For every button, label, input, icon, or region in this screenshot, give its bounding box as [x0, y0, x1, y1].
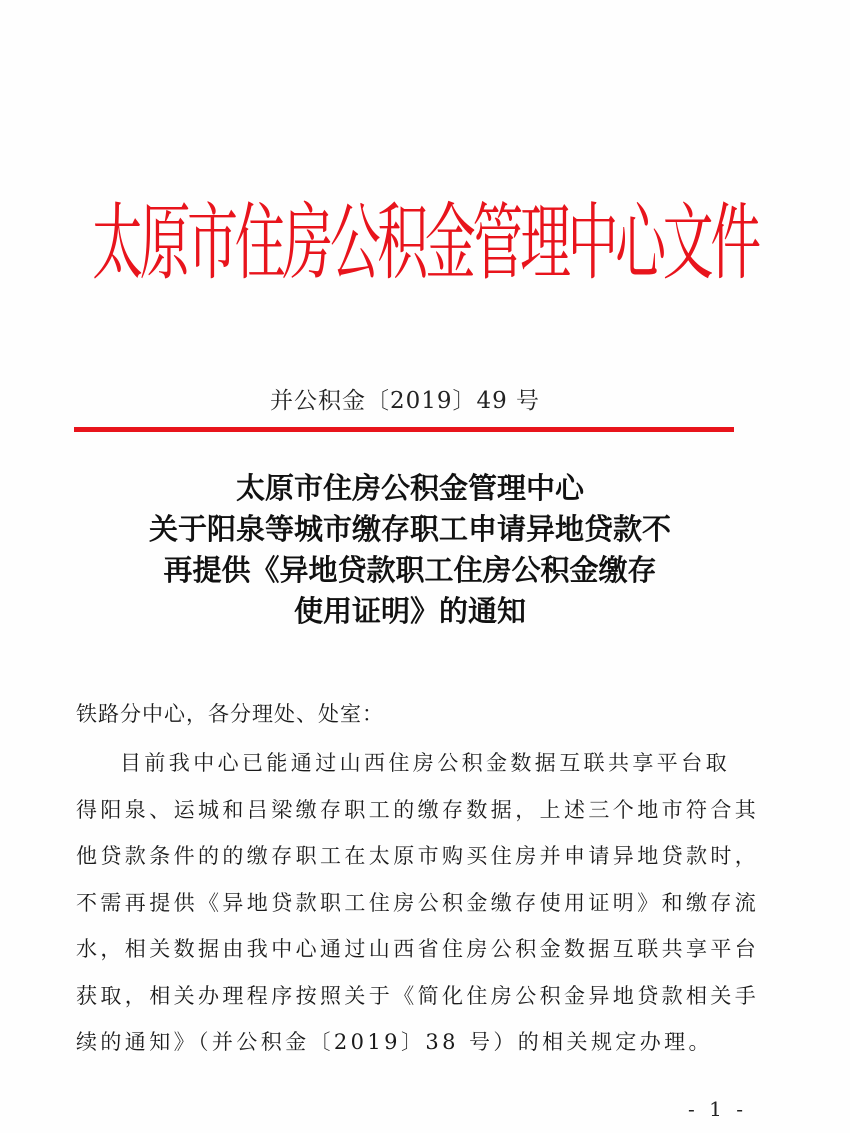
- notice-title-line: 关于阳泉等城市缴存职工申请异地贷款不: [148, 512, 671, 546]
- body-line: 他贷款条件的的缴存职工在太原市购买住房并申请异地贷款时，: [76, 844, 760, 868]
- salutation: 铁路分中心，各分理处、处室：: [76, 702, 384, 726]
- document-header-title: 太原市住房公积金管理中心文件: [92, 193, 758, 292]
- document-number: 并公积金〔2019〕49 号: [269, 388, 541, 414]
- page-number: - 1 -: [688, 1097, 747, 1121]
- notice-title-line: 使用证明》的通知: [293, 594, 526, 628]
- body-line: 续的通知》（并公积金〔2019〕38 号）的相关规定办理。: [76, 1030, 713, 1054]
- notice-body: [76, 694, 776, 1066]
- body-line: 得阳泉、运城和吕梁缴存职工的缴存数据，上述三个地市符合其: [76, 797, 760, 822]
- notice-title-line: 太原市住房公积金管理中心: [235, 471, 584, 505]
- notice-title-line: 再提供《异地贷款职工住房公积金缴存: [163, 553, 657, 587]
- notice-title: [0, 468, 850, 632]
- body-line: 目前我中心已能通过山西住房公积金数据互联共享平台取: [120, 751, 730, 775]
- red-divider-line: [74, 427, 734, 432]
- body-line: 获取，相关办理程序按照关于《简化住房公积金异地贷款相关手: [76, 983, 760, 1008]
- body-line: 水，相关数据由我中心通过山西省住房公积金数据互联共享平台: [76, 937, 760, 961]
- body-line: 不需再提供《异地贷款职工住房公积金缴存使用证明》和缴存流: [76, 890, 760, 915]
